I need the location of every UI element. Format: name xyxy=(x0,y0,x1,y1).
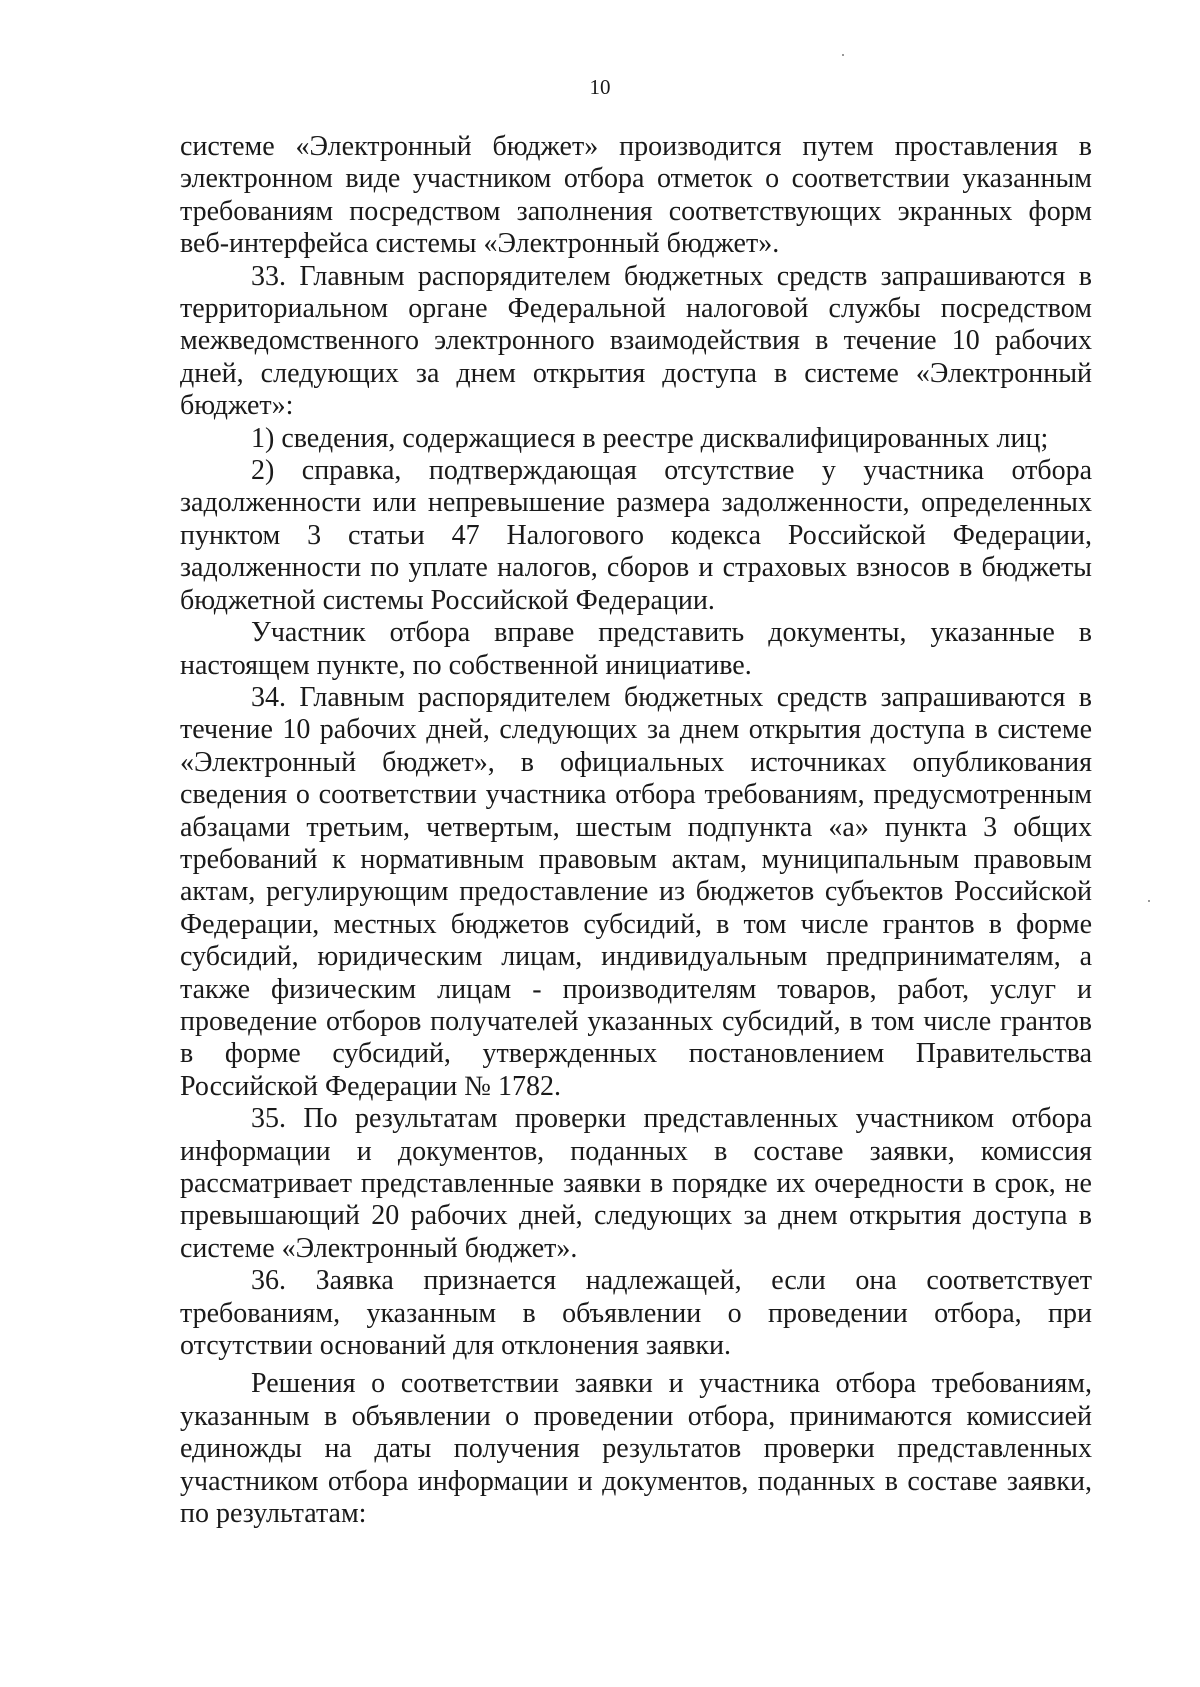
document-body xyxy=(180,131,1092,1530)
paragraph-item-35: 35. По результатам проверки представленных участником отбора информации и документов, поданных в составе заявки, комиссия рассматривает представленные заявки в порядке их очередности в срок, не превышающий 20 рабочих дней, следующих за днем открытия доступа в системе «Электронный бюджет». xyxy=(180,1103,1092,1264)
paragraph-decisions: Решения о соответствии заявки и участника отбора требованиям, указанным в объявлении о проведении отбора, принимаются комиссией единожды на даты получения результатов проверки представленных участником отбора информации и документов, поданных в составе заявки, по результатам: xyxy=(180,1368,1092,1530)
scan-speck xyxy=(1148,900,1150,902)
paragraph-item-36: 36. Заявка признается надлежащей, если она соответствует требованиям, указанным в объявлении о проведении отбора, при отсутствии оснований для отклонения заявки. xyxy=(180,1265,1092,1362)
scan-speck xyxy=(842,54,844,56)
paragraph-own-initiative: Участник отбора вправе представить документы, указанные в настоящем пункте, по собственной инициативе. xyxy=(180,617,1092,681)
paragraph-subitem-1: 1) сведения, содержащиеся в реестре дисквалифицированных лиц; xyxy=(251,422,1049,454)
paragraph-item-33: 33. Главным распорядителем бюджетных средств запрашиваются в территориальном органе Федеральной налоговой службы посредством межведомственного электронного взаимодействия в течение 10 рабочих дней, следующих за днем открытия доступа в системе «Электронный бюджет»: xyxy=(180,260,1092,422)
page-number: 10 xyxy=(589,75,611,99)
paragraph-item-34: 34. Главным распорядителем бюджетных средств запрашиваются в течение 10 рабочих дней, следующих за днем открытия доступа в системе «Электронный бюджет», в официальных источниках опубликования сведения о соответствии участника отбора требованиям, предусмотренным абзацами третьим, четвертым, шестым подпункта «а» пункта 3 общих требований к нормативным правовым актам, муниципальным правовым актам, регулирующим предоставление из бюджетов субъектов Российской Федерации, местных бюджетов субсидий, в том числе грантов в форме субсидий, юридическим лицам, индивидуальным предпринимателям, а также физическим лицам - производителям товаров, работ, услуг и проведение отборов получателей указанных субсидий, в том числе грантов в форме субсидий, утвержденных постановлением Правительства Российской Федерации № 1782. xyxy=(180,681,1092,1102)
paragraph-continuation: системе «Электронный бюджет» производится путем проставления в электронном виде участником отбора отметок о соответствии указанным требованиям посредством заполнения соответствующих экранных форм веб-интерфейса системы «Электронный бюджет». xyxy=(180,131,1092,260)
paragraph-subitem-2: 2) справка, подтверждающая отсутствие у участника отбора задолженности или непревышение размера задолженности, определенных пунктом 3 статьи 47 Налогового кодекса Российской Федерации, задолженности по уплате налогов, сборов и страховых взносов в бюджеты бюджетной системы Российской Федерации. xyxy=(180,455,1092,616)
